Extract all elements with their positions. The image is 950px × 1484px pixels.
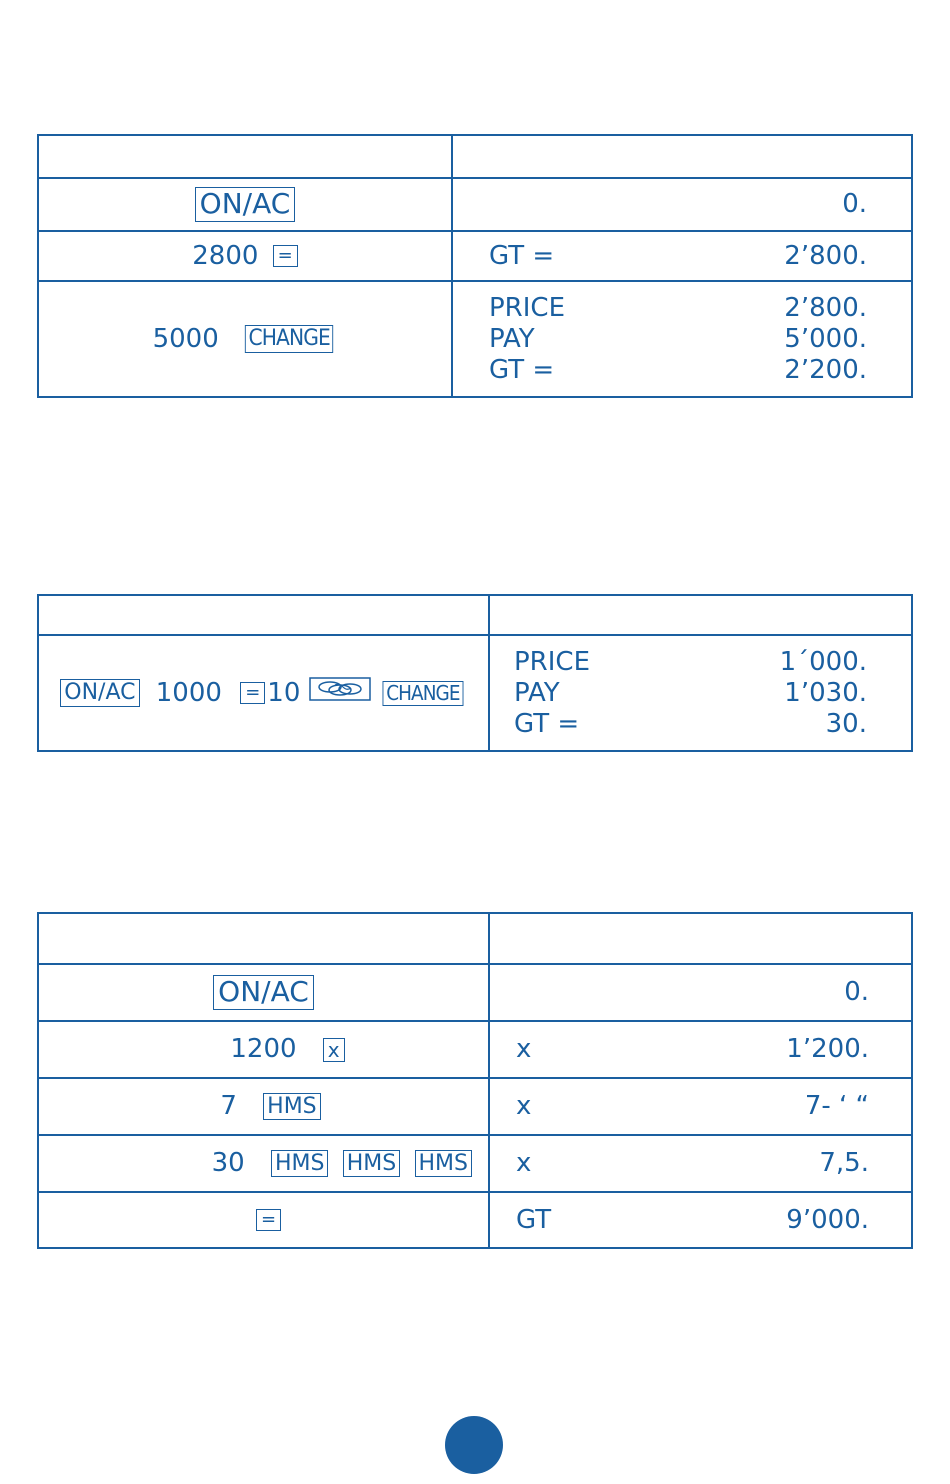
display-label: PAY [514, 677, 560, 708]
entry-number: 2800 [192, 240, 259, 271]
display-cell [489, 1192, 912, 1248]
keys-cell [38, 1021, 489, 1078]
display-label: GT [516, 1204, 552, 1235]
display-label: GT = [514, 708, 580, 739]
on-ac-key: ON/AC [195, 187, 296, 221]
on-ac-key: ON/AC [60, 679, 139, 706]
keys-cell [38, 231, 452, 281]
display-value: 30. [825, 708, 867, 739]
table-header-row [38, 135, 912, 178]
table-row [38, 178, 912, 231]
display-cell [489, 1135, 912, 1192]
table-row [38, 1078, 912, 1135]
keys-cell [38, 281, 452, 397]
change-key: CHANGE [245, 325, 334, 352]
display-label: PRICE [489, 292, 565, 323]
display-label: x [516, 1148, 532, 1178]
table-row [38, 1135, 912, 1192]
display-value: 5’000. [784, 323, 867, 354]
entry-number: 7 [220, 1091, 237, 1121]
keys-cell [38, 1192, 489, 1248]
keys-cell [38, 178, 452, 231]
display-cell [489, 1078, 912, 1135]
multiply-key: x [323, 1038, 345, 1062]
equals-key: = [256, 1209, 281, 1231]
display-value: 7,5. [819, 1148, 869, 1178]
equals-key: = [273, 245, 298, 267]
display-label: GT = [489, 354, 555, 385]
hms-key: HMS [343, 1150, 401, 1177]
keys-cell [38, 635, 489, 751]
hms-key: HMS [271, 1150, 329, 1177]
table-header-row [38, 595, 912, 635]
display-label: x [516, 1091, 532, 1121]
display-line [514, 709, 867, 740]
hms-key: HMS [263, 1093, 321, 1120]
table-row [38, 1192, 912, 1248]
table-row [38, 281, 912, 397]
equals-key: = [240, 682, 265, 704]
table-row [38, 964, 912, 1021]
table-header-row [38, 913, 912, 964]
display-value: 2’800. [784, 240, 867, 271]
hms-key: HMS [415, 1150, 473, 1177]
change-key: CHANGE [382, 681, 463, 706]
display-cell [489, 964, 912, 1021]
keys-cell [38, 964, 489, 1021]
header-display-cell [452, 135, 912, 178]
page-marker-dot [445, 1416, 503, 1474]
display-label: x [516, 1034, 532, 1064]
display-line [489, 355, 867, 386]
header-keys-cell [38, 595, 489, 635]
table-row [38, 1021, 912, 1078]
display-cell [452, 281, 912, 397]
table-row [38, 635, 912, 751]
display-cell [489, 1021, 912, 1078]
display-value: 2’200. [784, 354, 867, 385]
example-table-1 [37, 134, 913, 398]
display-value: 1’030. [784, 677, 867, 708]
header-display-cell [489, 913, 912, 964]
display-line [514, 678, 867, 709]
display-value: 7- ‘ “ [804, 1091, 869, 1121]
display-label: PAY [489, 323, 535, 354]
display-cell [452, 231, 912, 281]
example-table-3 [37, 912, 913, 1249]
entry-number: 10 [267, 677, 301, 708]
display-value: 1’200. [786, 1034, 869, 1064]
display-value: 2’800. [784, 292, 867, 323]
keys-cell [38, 1078, 489, 1135]
entry-number: 30 [211, 1148, 245, 1178]
on-ac-key: ON/AC [213, 975, 314, 1009]
display-value: 9’000. [786, 1204, 869, 1235]
display-line [514, 647, 867, 678]
example-table-2 [37, 594, 913, 752]
display-label: GT = [489, 240, 555, 271]
display-value: 1´000. [779, 646, 867, 677]
coins-key-icon [309, 677, 371, 709]
table-row [38, 231, 912, 281]
display-line [489, 293, 867, 324]
display-line [489, 324, 867, 355]
keys-cell [38, 1135, 489, 1192]
display-label: PRICE [514, 646, 590, 677]
display-cell [452, 178, 912, 231]
header-display-cell [489, 595, 912, 635]
display-value: 0. [844, 977, 869, 1007]
entry-number: 5000 [152, 323, 219, 354]
display-value: 0. [842, 189, 867, 219]
header-keys-cell [38, 135, 452, 178]
entry-number: 1200 [230, 1034, 297, 1064]
entry-number: 1000 [155, 677, 222, 708]
header-keys-cell [38, 913, 489, 964]
display-cell [489, 635, 912, 751]
